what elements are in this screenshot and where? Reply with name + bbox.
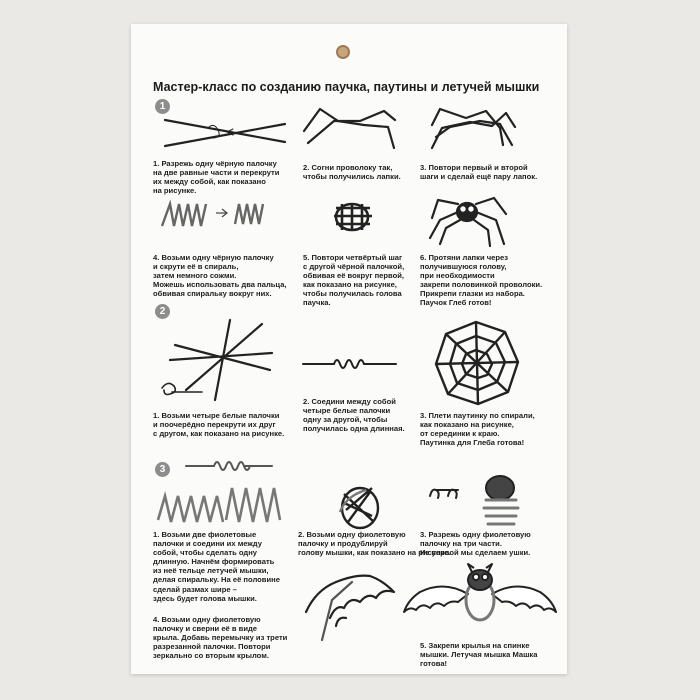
spider-step1-illustration — [165, 120, 285, 146]
spider-step2-caption: 2. Согни проволоку так, чтобы получились лапки. — [303, 163, 401, 182]
section-number-1: 1 — [155, 99, 170, 114]
web-step3-caption: 3. Плети паутинку по спирали, как показано на рисунке, от серединки к краю. Паутинка для Глеба готова! — [420, 411, 535, 448]
page-title: Мастер-класс по созданию паучка, паутины и летучей мышки — [153, 80, 540, 94]
web-step2-illustration — [303, 360, 396, 368]
bat-step5-illustration — [404, 564, 556, 620]
spider-step3-illustration — [432, 109, 515, 148]
bat-step2-illustration — [340, 488, 378, 528]
bat-step1-caption: 1. Возьми две фиолетовые палочки и соедини их между собой, чтобы сделать одну длинную. Начнём формировать из неё тельце летучей мышки, делая спиральку. На её половине сделай размах шире – здесь будет голова мышки. — [153, 530, 280, 603]
web-step1-illustration — [162, 320, 272, 400]
spider-step6-caption: 6. Протяни лапки через получившуюся голову, при необходимости закрепи половинкой проволоки. Прикрепи глазки из набора. Паучок Глеб готов! — [420, 253, 543, 308]
spider-step4-illustration — [162, 204, 263, 226]
section-number-2: 2 — [155, 304, 170, 319]
web-step1-caption: 1. Возьми четыре белые палочки и поочерёдно перекрути их друг с другом, как показано на рисунке. — [153, 411, 285, 439]
web-step3-illustration — [436, 322, 518, 404]
section-number-3: 3 — [155, 462, 170, 477]
spider-step6-illustration — [430, 198, 506, 246]
spider-step3-caption: 3. Повтори первый и второй шаги и сделай ещё пару лапок. — [420, 163, 538, 182]
bat-step4-illustration — [306, 576, 394, 640]
spider-step1-caption: 1. Разрежь одну чёрную палочку на две равные части и перекрути их между собой, как показано на рисунке. — [153, 159, 280, 196]
bat-step3-caption: 3. Разрежь одну фиолетовую палочку на три части. Из первой мы сделаем ушки. — [420, 530, 531, 558]
bat-step1-illustration — [158, 488, 280, 522]
bat-step3-illustration — [430, 476, 518, 524]
spider-step4-caption: 4. Возьми одну чёрную палочку и скрути её в спираль, затем немного сожми. Можешь использовать два пальца, обвивая спиральку вокруг них. — [153, 253, 287, 299]
spider-step5-caption: 5. Повтори четвёртый шаг с другой чёрной палочкой, обвивая её вокруг первой, как показано на рисунке, чтобы получилась голова паучка. — [303, 253, 405, 308]
bat-step4-caption: 4. Возьми одну фиолетовую палочку и сверни её в виде крыла. Добавь перемычку из трети разрезанной палочки. Повтори зеркально со вторым крылом. — [153, 615, 288, 661]
spider-step5-illustration — [334, 203, 372, 231]
spider-step2-illustration — [304, 109, 395, 148]
bat-step5-caption: 5. Закрепи крылья на спинке мышки. Летучая мышка Машка готова! — [420, 641, 538, 669]
bat-step2-caption: 2. Возьми одну фиолетовую палочку и продублируй голову мышки, как показано на рисунке. — [298, 530, 451, 558]
bat-joined-wire-illustration — [186, 462, 272, 470]
web-step2-caption: 2. Соедини между собой четыре белые палочки одну за другой, чтобы получилась одна длинная. — [303, 397, 405, 434]
